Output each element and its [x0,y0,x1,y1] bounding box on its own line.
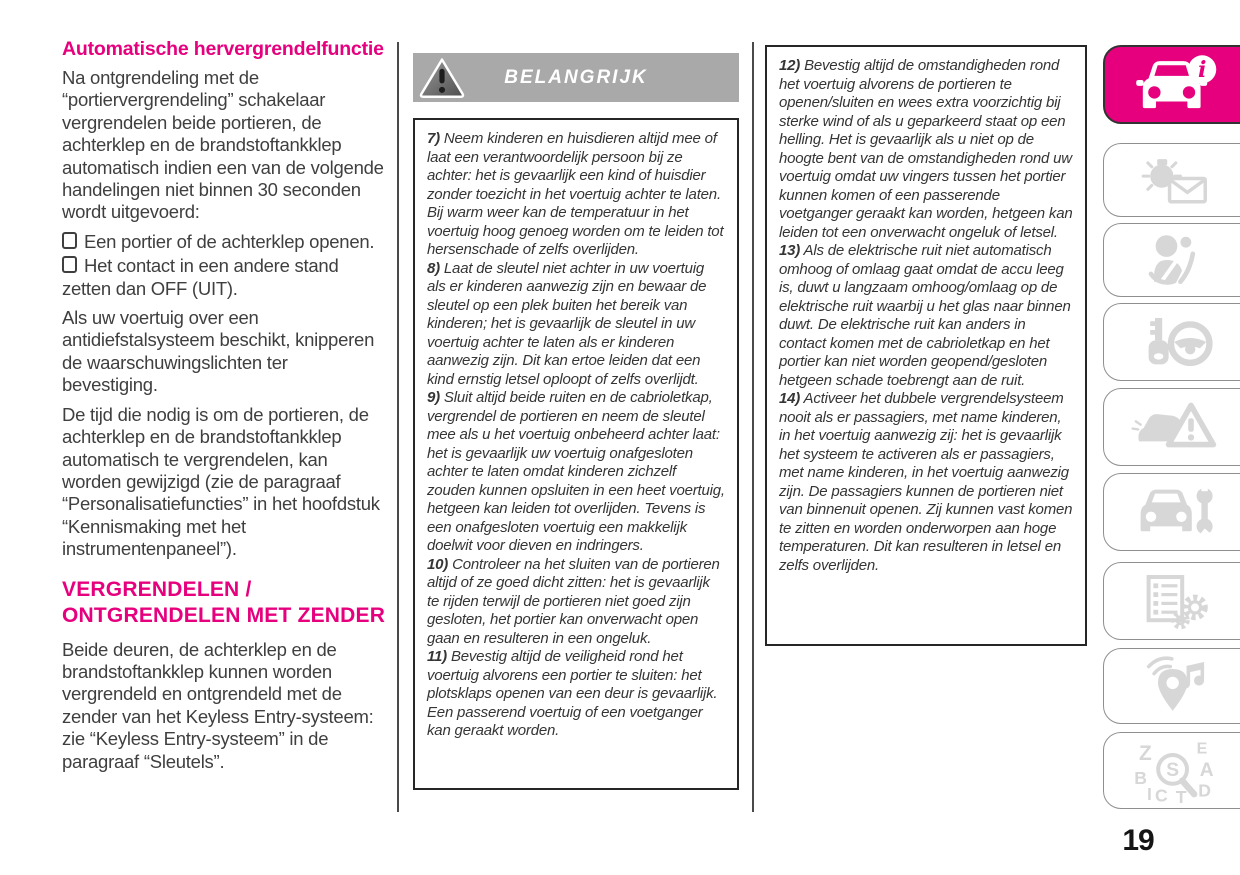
column-divider [397,42,399,812]
square-bullet-icon [62,256,77,273]
svg-text:E: E [1196,739,1208,757]
warning-item: 14) Activeer het dubbele vergrendelsysteem nooit als er passagiers, met name kinderen, in het voertuig aanwezig zij: het is gevaarlijk het systeem te activeren als er passagiers, met name kinderen, in het voertuig aanwezig zijn. De passagiers kunnen de portieren niet van binnenuit openen. Zij kunnen vast komen te zitten en worden onderworpen aan hoge temperaturen. Dit kan resulteren in letsel en zelfs overlijden. [779,390,1073,574]
svg-text:C: C [1155,784,1168,803]
key-steering-wheel-icon [1129,310,1221,374]
sidebar-tab-index[interactable] [1103,732,1240,809]
sidebar-tab-safety[interactable] [1103,223,1240,297]
warning-lights-message-icon [1129,149,1221,211]
technical-data-gears-icon [1129,569,1221,633]
svg-text:T: T [1175,786,1187,803]
important-box-continued [765,45,1087,646]
sidebar-tab-emergency[interactable] [1103,388,1240,466]
svg-text:D: D [1198,780,1211,801]
sidebar-tab-maintenance[interactable] [1103,473,1240,551]
warning-triangle-icon [419,56,465,100]
warning-item: 11) Bevestig altijd de veiligheid rond het voertuig alvorens een portier te sluiten: het plotsklaps openen van een deur is gevaarlijk. Een passerend voertuig of een voetganger kan geraakt worden. [427,648,718,739]
warning-item: 8) Laat de sleutel niet achter in uw voertuig als er kinderen aanwezig zijn en bewaar de sleutel op een plek buiten het bereik van kinderen; het is gevaarlijk de sleutel in uw voertuig achter te laten als er kinderen aanwezig zijn. Dit kan ertoe leiden dat een kind ernstig letsel oploopt of zelfs overlijdt. [427,259,707,388]
svg-text:B: B [1134,767,1147,788]
multimedia-navigation-icon [1129,655,1221,717]
svg-text:S: S [1166,759,1180,781]
square-bullet-icon [62,232,77,249]
warning-item: 7) Neem kinderen en huisdieren altijd mee of laat een verantwoordelijk persoon bij ze achter: het is gevaarlijk een kind of huisdier zonder toezicht in het voertuig achter te laten. Bij warm weer kan de temperatuur in het voertuig hoog genoeg worden om te leiden tot hersenschade of zelfs overlijden. [427,130,724,258]
paragraph: De tijd die nodig is om de portieren, de achterklep en de brandstoftankklep automatisch te vergrendelen, kan worden gewijzigd (zie de paragraaf “Personalisatiefuncties” in het hoofdstuk “Kennismaking met het instrumentenpaneel”). [62,403,380,560]
car-info-icon [1127,52,1223,118]
svg-text:i: i [1197,56,1207,83]
svg-text:Z: Z [1139,741,1152,765]
section-subheading: Automatische hervergrendelfunctie [62,38,384,60]
warning-item: 12) Bevestig altijd de omstandigheden rond het voertuig alvorens de portieren te openen/sluiten en wees extra voorzichtig bij sterke wind of als u geparkeerd staat op een helling. Het is gevaarlijk als u niet op de hoogte bent van de omstandigheden rond uw voertuig omdat uw vingers tussen het portier kunnen komen of een passerende voetganger geraakt kan worden, hetgeen kan leiden tot een onverwacht ongeluk of letsel. [779,57,1073,241]
page-number: 19 [1122,824,1154,857]
bullet-item: Een portier of de achterklep openen. [62,231,388,253]
paragraph: Beide deuren, de achterklep en de brandstoftankklep kunnen worden vergrendeld en ontgrendeld met de zender van het Keyless Entry-systeem: zie “Keyless Entry-systeem” in de paragraaf “Sleutels”. [62,638,374,772]
paragraph: Na ontgrendeling met de “portiervergrendeling” schakelaar vergrendelen beide portieren, de achterklep en de brandstoftankklep automatisch indien een van de volgende handelingen niet binnen 30 seconden wordt uitgevoerd: [62,67,384,223]
sidebar-tab-starting-driving[interactable] [1103,303,1240,381]
warning-item: 9) Sluit altijd beide ruiten en de cabrioletkap, vergrendel de portieren en neem de sleutel mee als u het voertuig onbeheerd achter laat: het is gevaarlijk uw voertuig onafgesloten achter te laten omdat kinderen zichzelf zouden kunnen opsluiten in een heet voertuig, hetgeen kan leiden tot overlijden. Tevens is een onafgesloten voertuig een makkelijk doelwit voor dieven en indringers. [427,389,725,554]
svg-text:A: A [1199,759,1214,781]
important-box [413,118,739,790]
important-header-label: BELANGRIJK [504,66,648,88]
alphabetical-index-icon [1129,739,1221,803]
bullet-item: Het contact in een andere stand zetten dan OFF (UIT). [62,255,339,299]
column-divider [752,42,754,812]
left-text-column [62,38,388,780]
safety-seatbelt-icon [1129,229,1221,291]
svg-text:I: I [1147,783,1152,803]
emergency-warning-triangle-icon [1129,395,1221,459]
sidebar-tab-technical-data[interactable] [1103,562,1240,640]
sidebar-tab-warning-lights[interactable] [1103,143,1240,217]
section-heading: VERGRENDELEN / ONTGRENDELEN MET ZENDER [62,577,386,627]
important-header-bar [413,53,739,102]
sidebar-tab-multimedia[interactable] [1103,648,1240,724]
warning-item: 10) Controleer na het sluiten van de portieren altijd of ze goed dicht zitten: het is gevaarlijk te rijden terwijl de portieren niet goed zijn gesloten, het portier kan onverwacht open gaan en resulteren in een ongeluk. [427,555,720,647]
sidebar-tab-vehicle-info[interactable] [1103,45,1240,124]
warning-item: 13) Als de elektrische ruit niet automatisch omhoog of omlaag gaat omdat de accu leeg is, duwt u langzaam omhoog/omlaag op de elektrische ruit waarbij u het glas naar binnen duwt. De elektrische ruit kan anders in contact komen met de cabrioletkap en het portier kan niet worden geopend/gesloten hetgeen schade toebrengt aan de ruit. [779,242,1071,389]
car-maintenance-wrench-icon [1129,480,1221,544]
paragraph: Als uw voertuig over een antidiefstalsysteem beschikt, knipperen de waarschuwingslichten ter bevestiging. [62,307,375,396]
